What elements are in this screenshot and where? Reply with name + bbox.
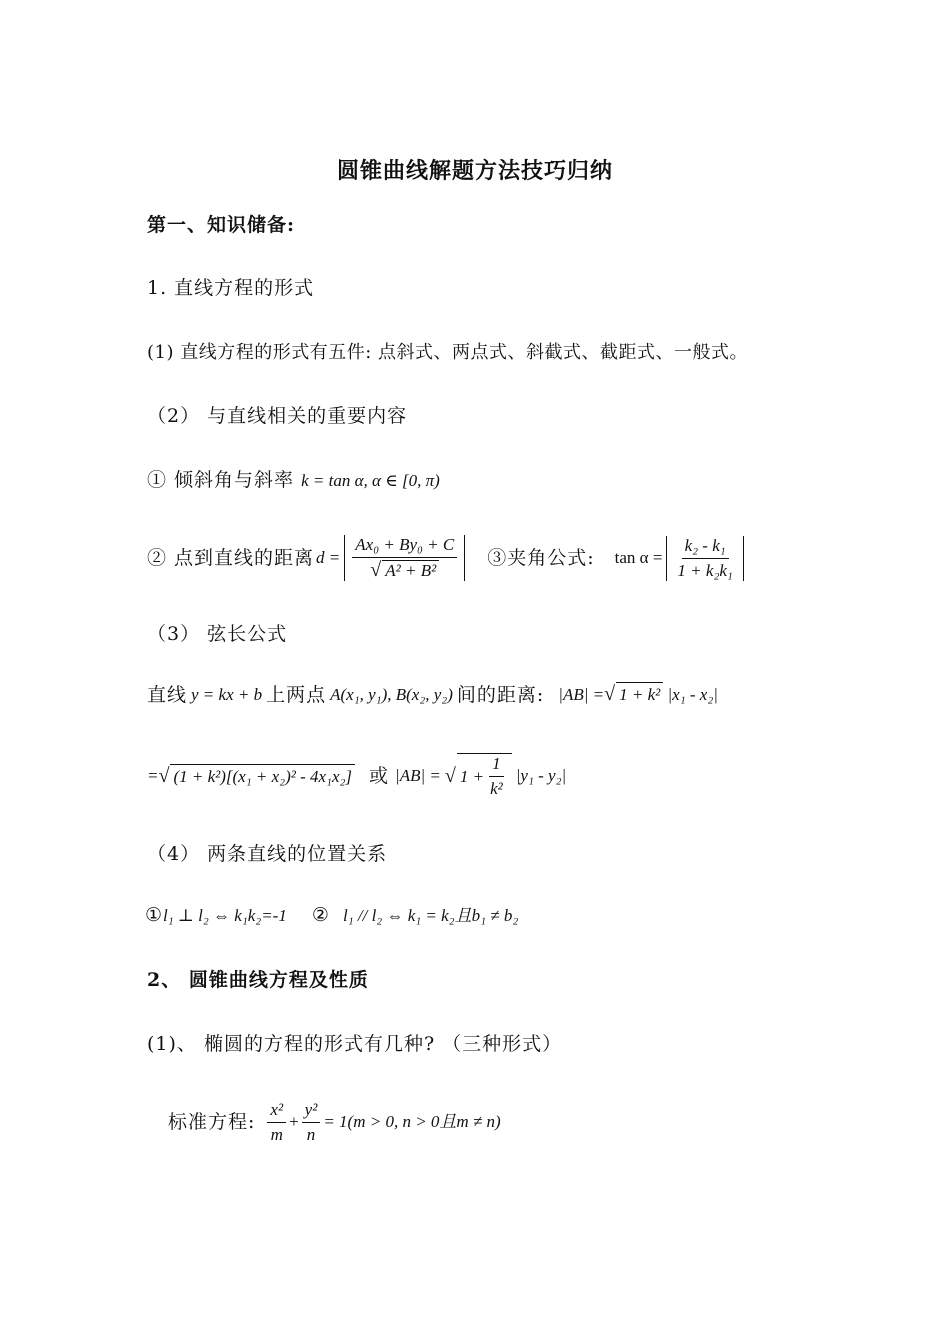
std-den-n: n [306, 1124, 316, 1144]
relation-2-mark: ② [311, 904, 330, 926]
angle-abs [666, 536, 743, 581]
chord-formula-3-tail: |y₁ - y₂| [515, 766, 567, 785]
angle-denominator: 1 + k₂k₁ [677, 560, 733, 580]
std-fraction-x [267, 1100, 286, 1145]
distance-fraction [352, 535, 457, 581]
chord-row-2: = √ (1 + k²)[(x₁ + x₂)² - 4x₁x₂] 或 |AB| = √ 1 + $\frac{1}{\text{k²}}$ |y₁ - y₂| [147, 754, 567, 798]
position-relation-heading: （4） 两条直线的位置关系 [147, 843, 388, 865]
section1-heading: 第一、知识储备: [147, 214, 296, 236]
relation-row [145, 903, 518, 928]
distance-angle-row [147, 528, 744, 588]
chord-formula-1-radicand: 1 + k² [616, 682, 663, 707]
chord-heading: （3） 弦长公式 [147, 623, 288, 645]
section2-heading: 2、 圆锥曲线方程及性质 [147, 969, 369, 991]
std-num-y: y² [302, 1100, 321, 1123]
relation-1-mark: ① [145, 904, 164, 926]
line-forms-paragraph: (1) 直线方程的形式有五件: 点斜式、两点式、斜截式、截距式、一般式。 [147, 342, 749, 363]
relation-perpendicular: l₁ ⊥ l₂ ⇔ k₁k₂=-1 [163, 906, 287, 925]
related-content-heading: （2） 与直线相关的重要内容 [147, 405, 408, 427]
distance-radicand: A² + B² [382, 560, 439, 581]
chord-row-1 [147, 682, 718, 707]
std-tail: = 1(m > 0, n > 0且m ≠ n) [323, 1112, 501, 1131]
distance-abs [344, 535, 465, 581]
standard-equation-row [168, 1094, 501, 1150]
chord-text-distance: 间的距离: [456, 683, 545, 706]
chord-formula-2-prefix: = [147, 766, 159, 785]
distance-lhs: d = [316, 548, 341, 567]
chord-points: A(x₁, y₁), B(x₂, y₂) [330, 684, 453, 704]
incline-slope-row [147, 468, 440, 493]
std-den-m: m [270, 1124, 283, 1144]
chord-line-eq: y = kx + b [191, 684, 263, 704]
chord-formula-1-lhs: |AB| = [558, 685, 605, 704]
page-title: 圆锥曲线解题方法技巧归纳 [336, 158, 613, 184]
incline-label: ① 倾斜角与斜率 [147, 469, 295, 491]
chord-formula-1: |AB| =√ 1 + k² |x₁ - x₂| [558, 683, 718, 705]
relation-parallel: l₁ // l₂ ⇔ k₁ = k₂且b₁ ≠ b₂ [343, 906, 519, 925]
chord-formula-3-den: k² [490, 779, 503, 798]
chord-or: 或 [369, 765, 390, 787]
angle-fraction [674, 536, 735, 581]
incline-formula: k = tan α, α ∈ [0, π) [301, 471, 440, 490]
angle-numerator: k₂ - k₁ [682, 536, 729, 559]
angle-label: ③夹角公式: [487, 547, 595, 569]
chord-text-line: 直线 [147, 683, 188, 706]
chord-formula-3-fraction [487, 754, 506, 799]
chord-formula-3-pre: 1 + [459, 766, 485, 786]
chord-formula-3-num: 1 [489, 754, 504, 777]
distance-numerator: Ax₀ + By₀ + C [352, 535, 457, 558]
std-fraction-y [302, 1100, 321, 1145]
ellipse-question: (1)、 椭圆的方程的形式有几种? （三种形式） [147, 1033, 563, 1055]
chord-formula-2-radicand: (1 + k²)[(x₁ + x₂)² - 4x₁x₂] [170, 764, 355, 789]
angle-lhs: tan α = [614, 548, 663, 567]
standard-label: 标准方程: [168, 1111, 256, 1133]
chord-formula-3-lhs: |AB| = [395, 766, 441, 785]
distance-denominator: √ A² + B² [367, 558, 442, 581]
item1-heading: 1. 直线方程的形式 [147, 277, 315, 299]
chord-formula-3-radicand [457, 753, 512, 799]
std-plus: + [289, 1112, 299, 1131]
chord-text-points: 上两点 [266, 683, 327, 706]
distance-label: ② 点到直线的距离 [147, 547, 315, 569]
chord-formula-1-tail: |x₁ - x₂| [667, 685, 718, 704]
std-num-x: x² [267, 1100, 286, 1123]
